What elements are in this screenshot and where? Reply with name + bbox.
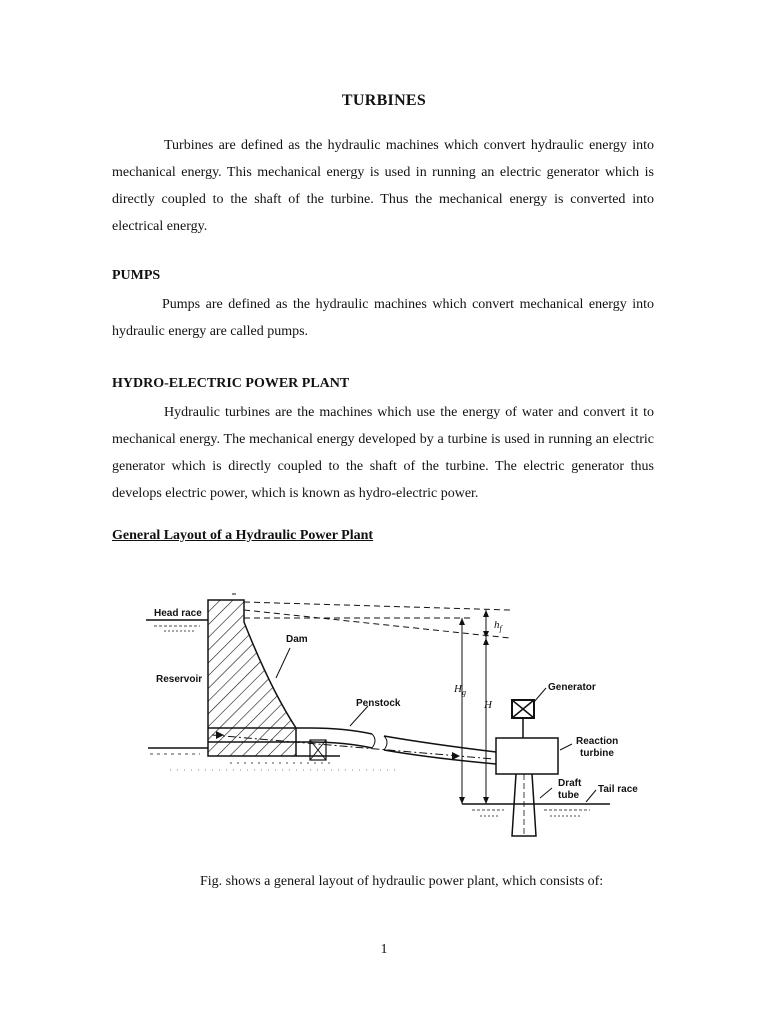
head-race-water — [146, 620, 208, 631]
dam-body — [208, 600, 296, 756]
reaction-label: Reaction — [576, 736, 619, 747]
penstock-label: Penstock — [356, 698, 401, 709]
tail-race-label: Tail race — [598, 784, 638, 795]
pumps-heading: PUMPS — [112, 268, 161, 283]
hg-main: H — [454, 683, 462, 695]
head-race-label: Head race — [154, 608, 202, 619]
hg-sub: g — [461, 688, 466, 697]
tube-label: tube — [558, 790, 580, 801]
tail-race-water — [462, 804, 610, 816]
draft-label: Draft — [558, 778, 582, 789]
pumps-paragraph — [112, 291, 654, 345]
figure-caption: Fig. shows a general layout of hydraulic power plant, which consists of: — [200, 874, 604, 889]
generator — [512, 700, 534, 738]
h-symbol: H — [484, 699, 492, 711]
layout-heading: General Layout of a Hydraulic Power Plant — [112, 528, 374, 543]
hg-symbol — [453, 683, 466, 697]
hydro-paragraph — [112, 399, 654, 507]
pumps-paragraph-text: Pumps are defined as the hydraulic machines which convert mechanical energy into hydraulic energy are called pumps. — [112, 297, 654, 339]
hf-symbol — [494, 619, 504, 633]
hf-main: h — [494, 619, 500, 631]
generator-label: Generator — [548, 682, 596, 693]
label-leaders — [276, 648, 596, 802]
page-number: 1 — [380, 942, 388, 957]
hydro-plant-diagram — [140, 578, 660, 848]
dam-label: Dam — [286, 634, 308, 645]
energy-lines — [244, 602, 510, 638]
turbine-label: turbine — [580, 748, 614, 759]
anchor-block — [310, 740, 326, 760]
turbine-housing — [496, 738, 558, 774]
hydro-paragraph-text: Hydraulic turbines are the machines which use the energy of water and convert it to mechanical energy. The mechanical energy developed by a turbine is used in running an electric generator which is directly coupled to the shaft of the turbine. The electric generator thus develops electric power, which is known as hydro-electric power. — [112, 405, 654, 501]
reservoir-label: Reservoir — [156, 674, 203, 685]
hydro-heading: HYDRO-ELECTRIC POWER PLANT — [112, 376, 350, 391]
hf-sub: f — [499, 624, 502, 633]
turbines-paragraph — [112, 132, 654, 240]
page-title: TURBINES — [341, 92, 427, 109]
turbines-paragraph-text: Turbines are defined as the hydraulic machines which convert hydraulic energy into mechanical energy. This mechanical energy is used in running an electric generator which is directly coupled to the shaft of the turbine. Thus the mechanical energy is converted into electrical energy. — [112, 138, 654, 234]
